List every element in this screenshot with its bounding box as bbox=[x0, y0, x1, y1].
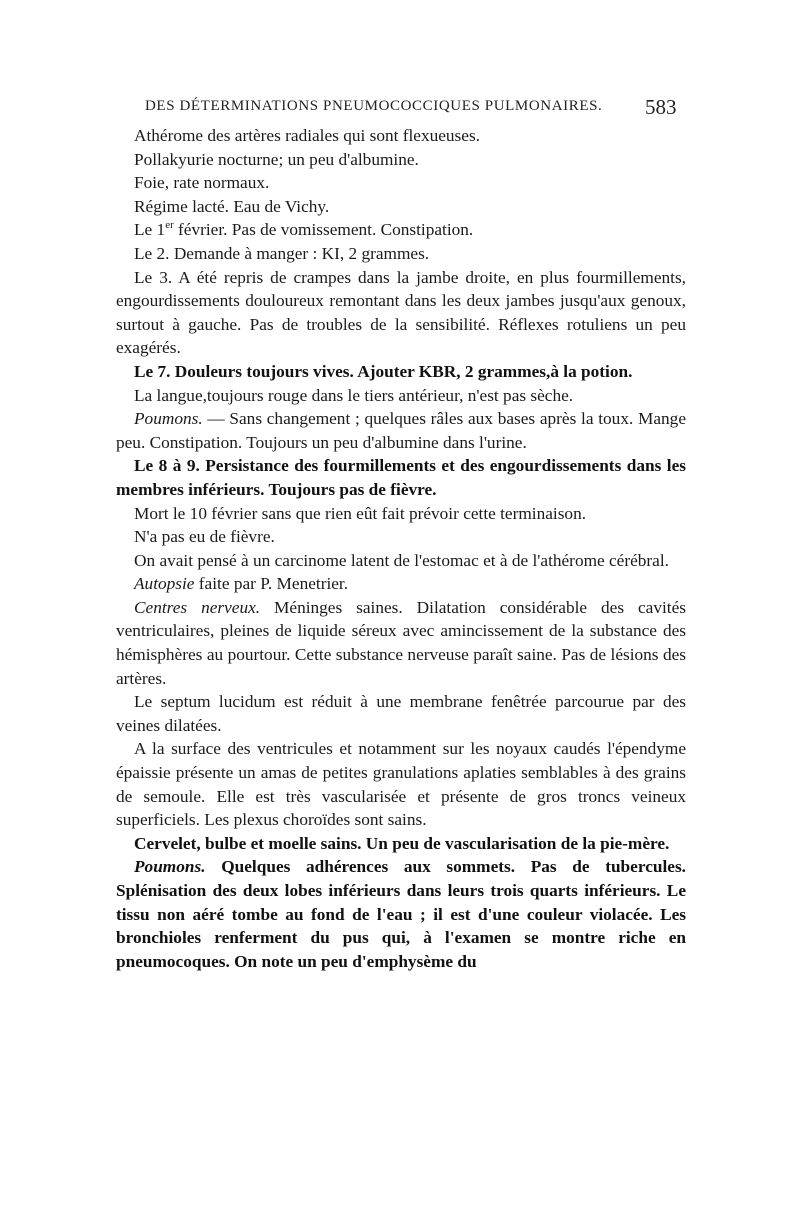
paragraph: Foie, rate normaux. bbox=[134, 173, 270, 193]
paragraph: Autopsie faite par P. Menetrier. bbox=[134, 574, 349, 594]
paragraph: On avait pensé à un carcinome latent de l'estomac et à de l'athérome cérébral. bbox=[134, 550, 669, 570]
paragraph: Régime lacté. Eau de Vichy. bbox=[134, 196, 330, 216]
paragraph: Poumons. — Sans changement ; quelques râles aux bases après la toux. Mange peu. Constipation. Toujours un peu d'albumine dans l'urine. bbox=[116, 409, 686, 452]
paragraph: La langue,toujours rouge dans le tiers antérieur, n'est pas sèche. bbox=[134, 385, 574, 405]
paragraph: Pollakyurie nocturne; un peu d'albumine. bbox=[134, 149, 419, 169]
paragraph: Mort le 10 février sans que rien eût fait prévoir cette terminaison. bbox=[134, 503, 587, 523]
paragraph: Le 2. Demande à manger : KI, 2 grammes. bbox=[134, 243, 430, 263]
paragraph: Le 8 à 9. Persistance des fourmillements et des engourdissements dans les membres inférieurs. Toujours pas de fièvre. bbox=[116, 456, 686, 499]
body-text bbox=[116, 124, 686, 973]
paragraph: Le 1er février. Pas de vomissement. Constipation. bbox=[134, 219, 474, 240]
paragraph: Centres nerveux. Méninges saines. Dilatation considérable des cavités ventriculaires, pleines de liquide séreux avec amincissement de la substance des hémisphères au pourtour. Cette substance nerveuse paraît saine. Pas de lésions des artères. bbox=[116, 597, 686, 688]
paragraph: Cervelet, bulbe et moelle sains. Un peu de vascularisation de la pie-mère. bbox=[134, 833, 670, 853]
paragraph: N'a pas eu de fièvre. bbox=[134, 527, 275, 547]
page-number: 583 bbox=[645, 95, 677, 119]
paragraph: Poumons. Quelques adhérences aux sommets. Pas de tubercules. Splénisation des deux lobes inférieurs dans leurs trois quarts inférieurs. Le tissu non aéré tombe au fond de l'eau ; il est d'une couleur violacée. Les bronchioles renferment du pus qui, à l'examen se montre riche en pneumocoques. On note un peu d'emphysème du bbox=[116, 857, 686, 971]
paragraph: A la surface des ventricules et notamment sur les noyaux caudés l'épendyme épaissie présente un amas de petites granulations aplaties semblables à des grains de semoule. Elle est très vascularisée et présente de gros troncs veineux superficiels. Les plexus choroïdes sont sains. bbox=[116, 739, 686, 830]
paragraph: Le septum lucidum est réduit à une membrane fenêtrée parcourue par des veines dilatées. bbox=[116, 692, 686, 735]
paragraph: Athérome des artères radiales qui sont flexueuses. bbox=[134, 126, 480, 145]
paragraph: Le 7. Douleurs toujours vives. Ajouter KBR, 2 grammes,à la potion. bbox=[134, 361, 633, 381]
running-title: DES DÉTERMINATIONS PNEUMOCOCCIQUES PULMONAIRES. bbox=[145, 98, 603, 114]
paragraph: Le 3. A été repris de crampes dans la jambe droite, en plus fourmillements, engourdissements douloureux remontant dans les deux jambes jusqu'aux genoux, surtout à gauche. Pas de troubles de la sensibilité. Réflexes rotuliens un peu exagérés. bbox=[116, 267, 686, 358]
